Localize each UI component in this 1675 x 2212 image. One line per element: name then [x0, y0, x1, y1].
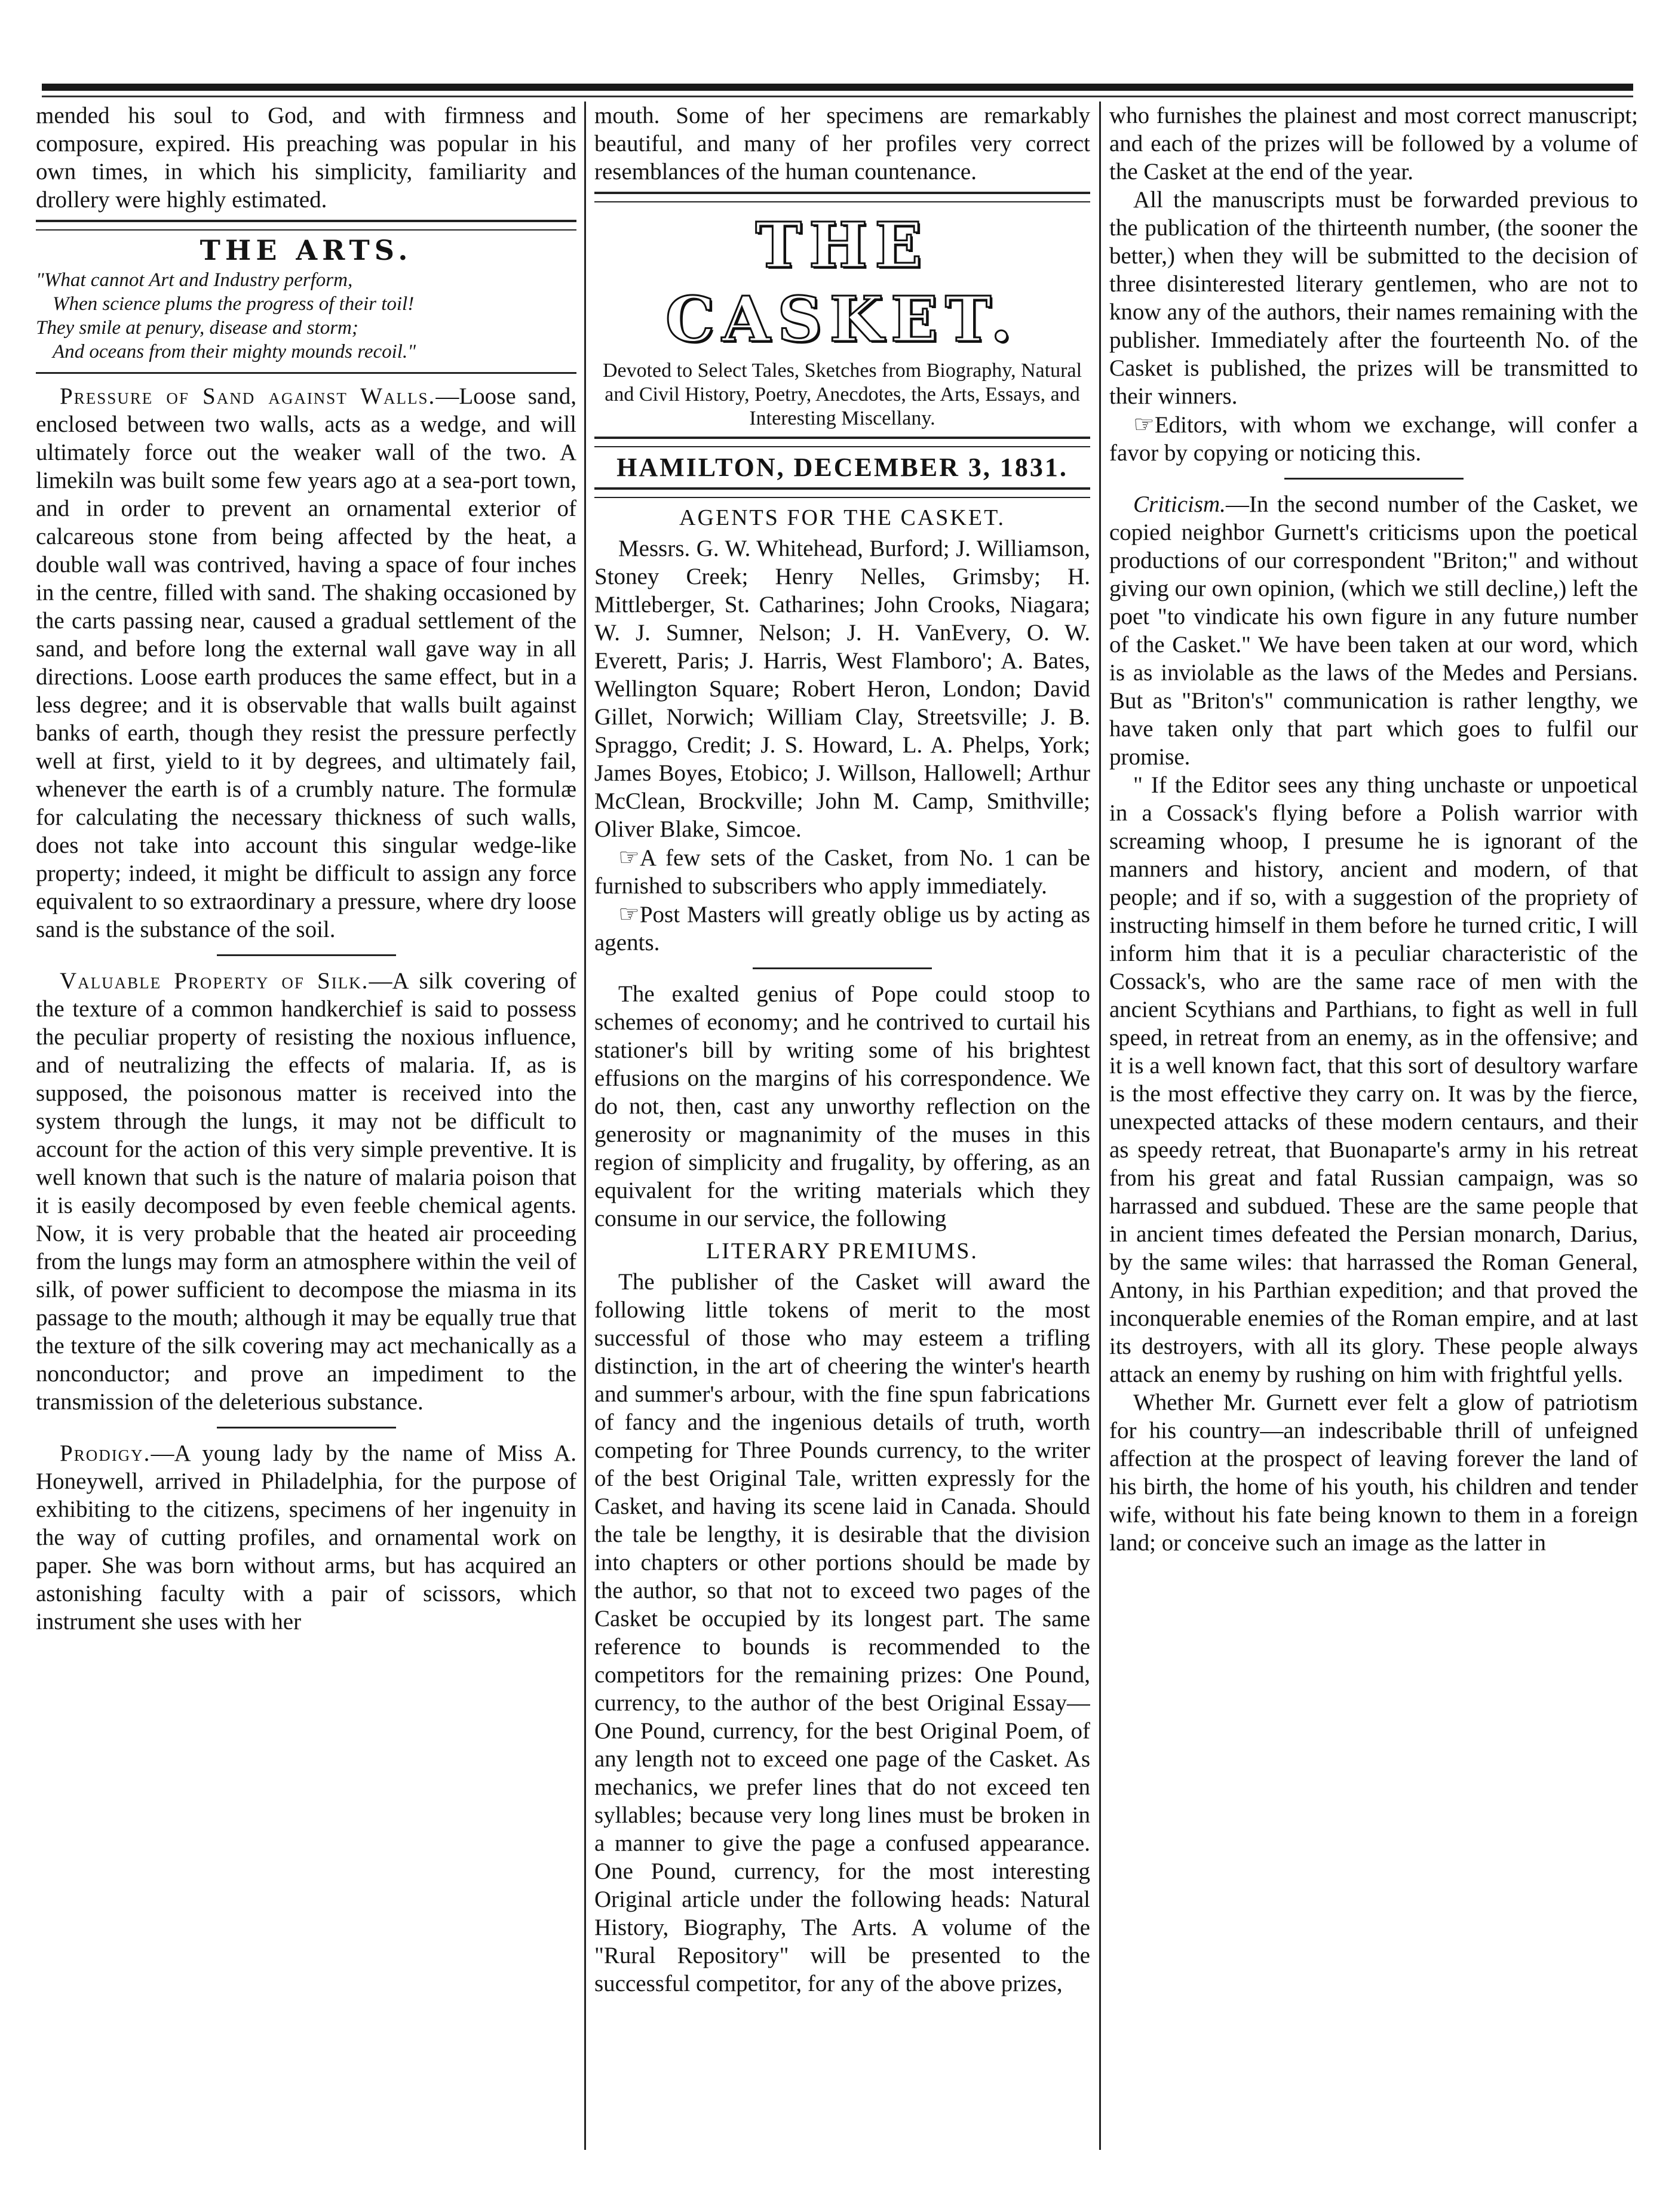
gurnett-paragraph: Whether Mr. Gurnett ever felt a glow of patriotism for his country—an indescribable thrill of unfeigned affection at the prospect of leaving forever the land of his birth, the home of his youth, his children and tender wife, without his fate being known to them in a foreign land; or conceive such an image as the latter in: [1109, 1390, 1638, 1556]
short-rule: [217, 1427, 396, 1428]
verse-line: And oceans from their mighty mounds recoil.": [53, 341, 416, 362]
article-prodigy: Prodigy.—A young lady by the name of Miss A. Honeywell, arrived in Philadelphia, for the purpose of exhibiting to the citizens, specimens of her ingenuity in the way of cutting profiles, and ornamental work on paper. She was born without arms, but has acquired an astonishing faculty with a pair of scissors, which instrument she uses with her: [36, 1440, 576, 1635]
notice: [594, 900, 1090, 957]
pope-paragraph: The exalted genius of Pope could stoop to schemes of economy; and he contrived to curtail his stationer's bill by writing some of his brightest effusions on the margins of his correspondence. We do not, then, cast any unworthy reflection on the generosity or magnanimity of the muses in this region of simplicity and frugality, by offering, as an equivalent for the writing materials which they consume in our service, the following: [594, 981, 1090, 1231]
article-title: Prodigy.: [60, 1440, 151, 1466]
verse-line: They smile at penury, disease and storm;: [36, 317, 358, 339]
premiums-paragraph: The publisher of the Casket will award the following little tokens of merit to the most successful of those who may esteem a trifling distinction, in the art of cheering the winter's hearth and summer's arbour, with the fine spun fabrications of fancy and the ingenious details of truth, worth competing for Three Pounds currency, to the writer of the best Original Tale, written expressly for the Casket, and having its scene laid in Canada. Should the tale be lengthy, it is desirable that the division into chapters or other portions should be made by the author, so that not to exceed two pages of the Casket be occupied by its longest part. The same reference to bounds is recommended to the competitors for the remaining prizes: One Pound, currency, to the author of the best Original Essay—One Pound, currency, for the best Original Poem, of any length not to exceed one page of the Casket. As mechanics, we prefer lines that do not exceed ten syllables; because very long lines must be broken in a manner to give the page a confused appearance. One Pound, currency, for the most interesting Original article under the following heads: Natural History, Biography, The Arts. A volume of the "Rural Repository" will be presented to the successful competitor, for any of the above prizes,: [594, 1269, 1090, 1996]
double-rule: [594, 192, 1090, 202]
arts-heading: THE ARTS.: [200, 234, 413, 266]
article-silk: Valuable Property of Silk.—A silk covering of the texture of a common handkerchief is said to possess the peculiar property of resisting the noxious influence, and of neutralizing the effects of malaria. If, as is supposed, the poisonous matter is received into the system through the lungs, it may not be difficult to account for the action of this very simple preventive. It is well known that such is the nature of malaria poison that it is easily decomposed by even feeble chemical agents. Now, it is very probable that the heated air proceeding from the lungs may form an atmosphere within the veil of silk, of power sufficient to decompose the miasma in its passage to the mouth; although it may be equally true that the texture of the silk covering may act mechanically as a nonconductor; and prove an impediment to the transmission of the deleterious substance.: [36, 968, 576, 1415]
double-rule: [594, 437, 1090, 447]
notice-text: A few sets of the Casket, from No. 1 can be furnished to subscribers who apply immediately.: [594, 845, 1090, 899]
notice-text: Post Masters will greatly oblige us by acting as agents.: [594, 902, 1090, 956]
pointing-hand-icon: ☞: [618, 844, 640, 871]
article-body: A silk covering of the texture of a common handkerchief is said to possess the peculiar property of resisting the noxious influence, and of neutralizing the effects of malaria. If, as is supposed, the poisonous matter is received into the system through the lungs, it may not be difficult to account for the action of this very simple preventive. It is well known that such is the nature of malaria poison that it is easily decomposed by even feeble chemical agents. Now, it is very probable that the heated air proceeding from the lungs may form an atmosphere within the veil of silk, of power sufficient to decompose the miasma in its passage to the mouth; although it may be equally true that the texture of the silk covering may act mechanically as a nonconductor; and prove an impediment to the transmission of the deleterious substance.: [36, 968, 576, 1415]
verse-line: When science plums the progress of their toil!: [53, 293, 415, 315]
article-title: Criticism.: [1133, 491, 1226, 517]
article-body: A young lady by the name of Miss A. Honeywell, arrived in Philadelphia, for the purpose of exhibiting to the citizens, specimens of her ingenuity in the way of cutting profiles, and ornamental work on paper. She was born without arms, but has acquired an astonishing faculty with a pair of scissors, which instrument she uses with her: [36, 1440, 576, 1635]
notice-text: Editors, with whom we exchange, will confer a favor by copying or noticing this.: [1109, 412, 1638, 466]
article-pressure: Pressure of Sand against Walls.—Loose sand, enclosed between two walls, acts as a wedge, and will ultimately force out the weaker wall of the two. A limekiln was built some few years ago at a sea-port town, and in order to prevent an ornamental exterior of calcareous stone from being affected by the heat, a double wall was contrived, having a space of four inches in the centre, filled with sand. The shaking occasioned by the carts passing near, caused a gradual settlement of the sand, and before long the external wall gave way in all directions. Loose earth produces the same effect, but in a less degree; and it is observable that walls built against banks of earth, though they resist the pressure perfectly well at first, yield to it by degrees, and ultimately fail, whenever the earth is of a crumbly nature. The formulæ for calculating the necessary thickness of such walls, does not take into account this singular wedge-like property; indeed, it might be difficult to assign any force equivalent to so extraordinary a pressure, where dry loose sand is the substance of the soil.: [36, 383, 576, 942]
manuscripts-paragraph: All the manuscripts must be forwarded previous to the publication of the thirteenth number, (the sooner the better,) when they will be submitted to the decision of three disinterested literary gentlemen, who are not to know any of the authors, their names remaining with the publisher. Immediately after the fourteenth No. of the Casket is published, the prizes will be transmitted to their winners.: [1109, 187, 1638, 409]
column-3: [1109, 102, 1638, 2156]
article-body: In the second number of the Casket, we copied neighbor Gurnett's criticisms upon the poetical productions of our correspondent "Briton;" and without giving our own opinion, (which we still decline,) left the poet "to vindicate his own figure in any future number of the Casket." We have been taken at our word, which is as inviolable as the laws of the Medes and Persians. But as "Briton's" communication is rather lengthy, we have taken only that part which goes to fulfil our promise.: [1109, 491, 1638, 770]
column-1: [36, 102, 576, 2156]
double-rule: [594, 487, 1090, 498]
column-divider: [584, 102, 586, 2150]
agents-list: Messrs. G. W. Whitehead, Burford; J. Williamson, Stoney Creek; Henry Nelles, Grimsby; H. Mittleberger, St. Catharines; John Crooks, Niagara; W. J. Sumner, Nelson; J. H. VanEvery, O. W. Everett, Paris; J. Harris, West Flamboro'; A. Bates, Wellington Square; Robert Heron, London; David Gillet, Norwich; William Clay, Streetsville; J. B. Spraggo, Credit; J. S. Howard, L. A. Phelps, York; James Boyes, Etobico; J. Willson, Hallowell; Arthur McClean, Brockville; John M. Camp, Smithville; Oliver Blake, Simcoe.: [594, 536, 1090, 842]
agents-heading: AGENTS FOR THE CASKET.: [679, 505, 1005, 530]
arts-epigraph: [36, 268, 576, 364]
article-criticism: Criticism.—In the second number of the Casket, we copied neighbor Gurnett's criticisms upon the poetical productions of our correspondent "Briton;" and without giving our own opinion, (which we still decline,) left the poet "to vindicate his own figure in any future number of the Casket." We have been taken at our word, which is as inviolable as the laws of the Medes and Persians. But as "Briton's" communication is rather lengthy, we have taken only that part which goes to fulfil our promise.: [1109, 491, 1638, 770]
short-rule: [217, 954, 396, 956]
short-rule: [1284, 478, 1464, 480]
rule: [36, 372, 576, 374]
verse-line: "What cannot Art and Industry perform,: [36, 269, 353, 291]
premiums-heading: LITERARY PREMIUMS.: [706, 1239, 978, 1264]
pointing-hand-icon: ☞: [618, 901, 640, 927]
dateline: HAMILTON, DECEMBER 3, 1831.: [616, 453, 1068, 482]
notice: [1109, 410, 1638, 467]
column-2: [594, 102, 1090, 2156]
continued-text: mouth. Some of her specimens are remarkably beautiful, and many of her profiles very correct resemblances of the human countenance.: [594, 103, 1090, 185]
article-title: Valuable Property of Silk.: [60, 968, 369, 994]
double-rule: [36, 220, 576, 231]
top-rule: [42, 84, 1633, 91]
pointing-hand-icon: ☞: [1133, 411, 1155, 438]
top-rule-thin: [42, 96, 1633, 97]
quoted-letter: " If the Editor sees any thing unchaste or unpoetical in a Cossack's flying before a Polish warrior with screaming whoop, I presume he is ignorant of the manners and history, ancient and modern, of that people; and if so, with a suggestion of the propriety of instructing himself in them before he turned critic, I will inform him that it is a peculiar characteristic of the Cossack's, who are the same race of men with the ancient Scythians and Parthians, to fight as well in full speed, in retreat from an enemy, as in the offensive; and it is a well known fact, that this sort of desultory warfare is the most effective they carry on. It was by the fierce, unexpected attacks of these modern centaurs, and their as speedy retreat, that Buonaparte's army in his retreat from his great and fatal Russian campaign, was so harrassed and subdued. These are the same people that in ancient times defeated the Persian monarch, Darius, by the same wiles: that harrassed the Roman General, Antony, in his Parthian expedition; and that proved the inconquerable enemies of the Roman empire, and at last its destroyers, with all its glory. These people always attack an enemy by rushing on him with frightful yells.: [1109, 772, 1638, 1387]
column-divider: [1099, 102, 1101, 2150]
masthead: THE CASKET.: [665, 208, 1020, 356]
continued-text: who furnishes the plainest and most correct manuscript; and each of the prizes will be followed by a volume of the Casket at the end of the year.: [1109, 103, 1638, 185]
short-rule: [753, 967, 932, 969]
article-title: Pressure of Sand against Walls.: [60, 383, 436, 409]
article-body: Loose sand, enclosed between two walls, acts as a wedge, and will ultimately force out the weaker wall of the two. A limekiln was built some few years ago at a sea-port town, and in order to prevent an ornamental exterior of calcareous stone from being affected by the heat, a double wall was contrived, having a space of four inches in the centre, filled with sand. The shaking occasioned by the carts passing near, caused a gradual settlement of the sand, and before long the external wall gave way in all directions. Loose earth produces the same effect, but in a less degree; and it is observable that walls built against banks of earth, though they resist the pressure perfectly well at first, yield to it by degrees, and ultimately fail, whenever the earth is of a crumbly nature. The formulæ for calculating the necessary thickness of such walls, does not take into account this singular wedge-like property; indeed, it might be difficult to assign any force equivalent to so extraordinary a pressure, where dry loose sand is the substance of the soil.: [36, 383, 576, 942]
continued-text: mended his soul to God, and with firmness and composure, expired. His preaching was popular in his own times, in which his simplicity, familiarity and drollery were highly estimated.: [36, 103, 576, 213]
notice: [594, 843, 1090, 900]
tagline: Devoted to Select Tales, Sketches from Biography, Natural and Civil History, Poetry, Anecdotes, the Arts, Essays, and Interesting Miscellany.: [602, 360, 1082, 429]
